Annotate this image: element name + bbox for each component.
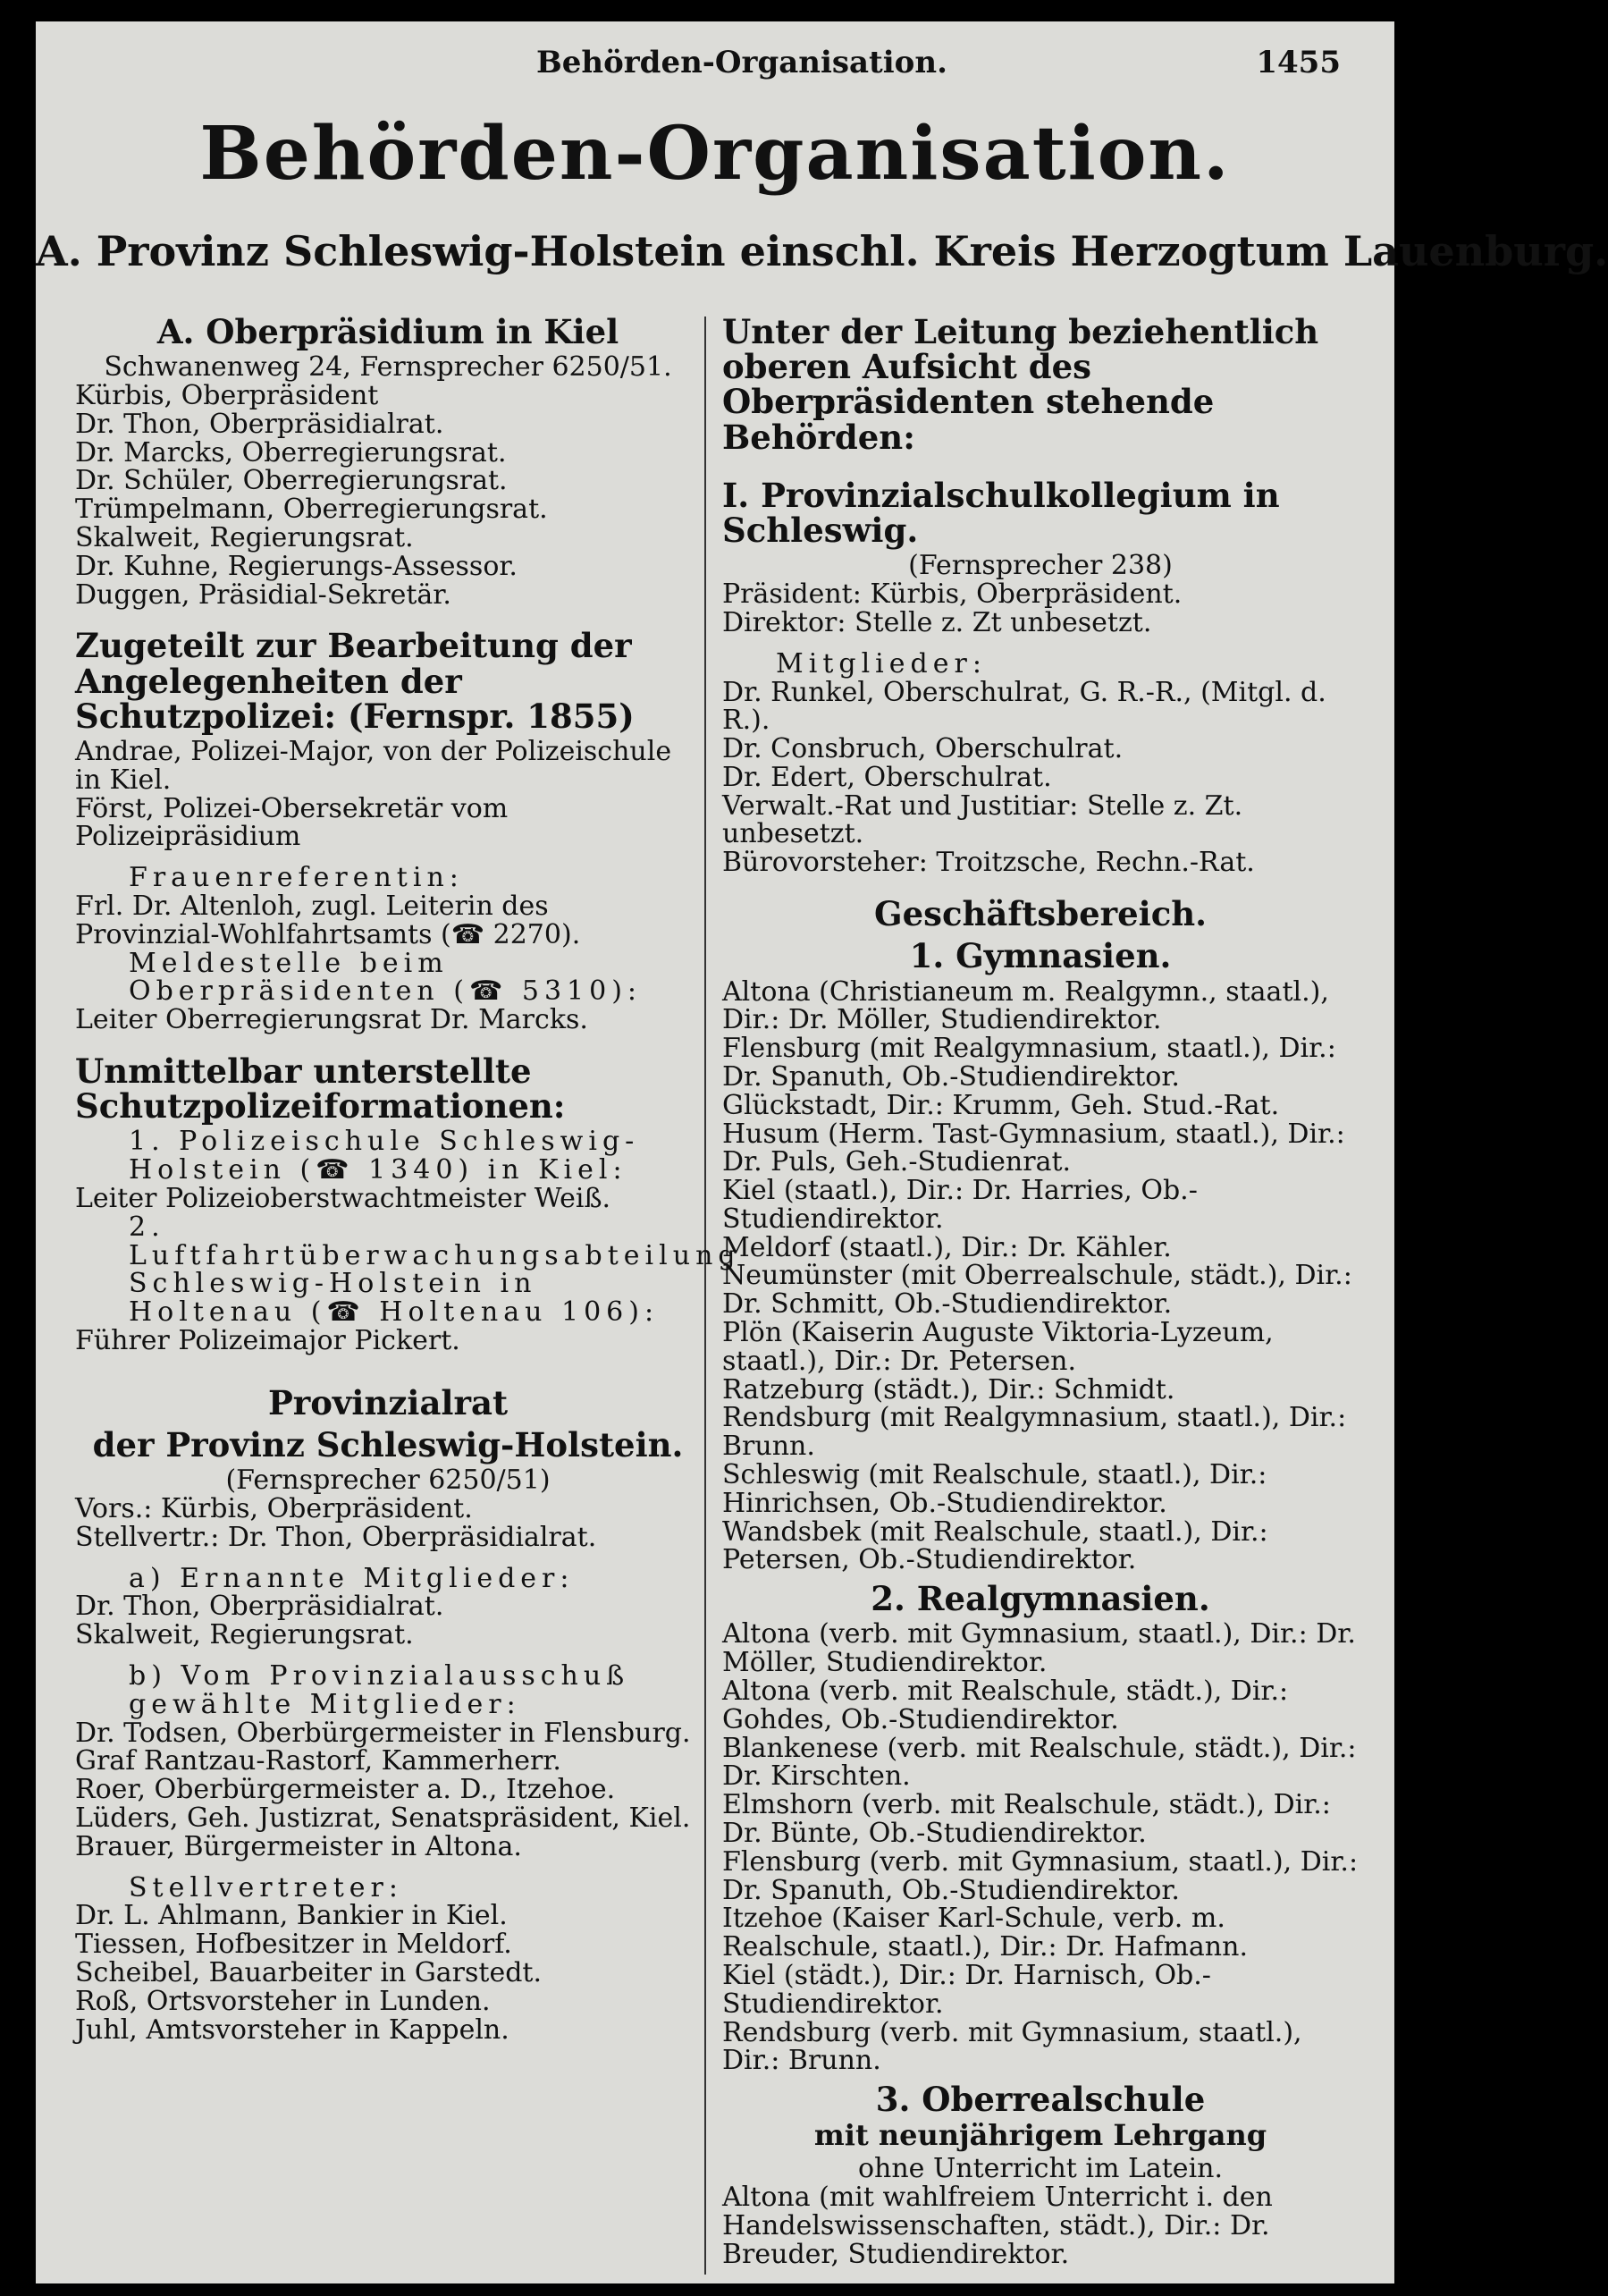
list-item: Kiel (städt.), Dir.: Dr. Harnisch, Ob.-Studiendirektor. [722,1960,1211,2020]
list-item: Präsident: Kürbis, Oberpräsident. [722,578,1183,611]
list-item: Bürovorsteher: Troitzsche, Rechn.-Rat. [722,847,1255,879]
luftfahrt-label: 2. Luftfahrtüberwachungsabteilung Schleswig-Holstein in Holtenau (☎ Holtenau 106): [129,1211,741,1329]
list-item: Flensburg (mit Realgymnasium, staatl.), Dir.: Dr. Spanuth, Ob.-Studiendirektor. [722,1033,1336,1093]
list-item: Schleswig (mit Realschule, staatl.), Dir.: Hinrichsen, Ob.-Studiendirektor. [722,1459,1267,1519]
section-title-oberpraesidium: A. Oberpräsidium in Kiel [156,312,619,351]
mitglieder-label: Mitglieder: [776,647,987,680]
list-item: Direktor: Stelle z. Zt unbesetzt. [722,606,1152,638]
list-item: Dr. Schüler, Oberregierungsrat. [75,465,508,497]
list-item: Glückstadt, Dir.: Krumm, Geh. Stud.-Rat. [722,1089,1280,1121]
section-subtitle-oberrealschule: mit neunjährigem Lehrgang [813,2118,1267,2153]
list-item: Altona (mit wahlfreiem Unterricht i. den Handelswissenschaften, städt.), Dir.: Dr. Breuder, Studiendirektor. [722,2182,1273,2270]
meldestelle-text: Leiter Oberregierungsrat Dr. Marcks. [75,1004,588,1036]
list-item: Meldorf (staatl.), Dir.: Dr. Kähler. [722,1231,1172,1263]
meldestelle-label: Meldestelle beim Oberpräsidenten (☎ 5310): [129,947,643,1008]
schulkollegium-phone: (Fernsprecher 238) [908,550,1173,582]
list-item: Kiel (staatl.), Dir.: Dr. Harries, Ob.-Studiendirektor. [722,1175,1198,1235]
list-item: Dr. Kuhne, Regierungs-Assessor. [75,550,518,582]
section-title-formationen: Unmittelbar unterstellte Schutzpolizeiformationen: [75,1051,566,1127]
list-item: Graf Rantzau-Rastorf, Kammerherr. [75,1745,561,1777]
list-item: Dr. L. Ahlmann, Bankier in Kiel. [75,1900,508,1932]
polizeischule-label: 1. Polizeischule Schleswig-Holstein (☎ 1340) in Kiel: [129,1126,640,1186]
column-divider [704,317,706,2275]
list-item: Skalweit, Regierungsrat. [75,1619,414,1651]
list-item: Trümpelmann, Oberregierungsrat. [75,494,548,526]
list-item: Roß, Ortsvorsteher in Lunden. [75,1985,491,2017]
page-number: 1455 [1256,45,1341,80]
list-item: Roer, Oberbürgermeister a. D., Itzehoe. [75,1774,616,1806]
luftfahrt-text: Führer Polizeimajor Pickert. [75,1325,460,1357]
section-title-oberrealschule: 3. Oberrealschule [875,2080,1206,2120]
list-item: Dr. Thon, Oberpräsidialrat. [75,1591,444,1623]
list-item: Flensburg (verb. mit Gymnasium, staatl.), Dir.: Dr. Spanuth, Ob.-Studiendirektor. [722,1845,1359,1906]
list-item: Andrae, Polizei-Major, von der Polizeischule in Kiel. [75,736,672,796]
frauenreferentin-text: Frl. Dr. Altenloh, zugl. Leiterin des Provinzial-Wohlfahrtsamts (☎ 2270). [75,891,581,950]
document-page [36,21,1608,2283]
list-item: Dr. Runkel, Oberschulrat, G. R.-R., (Mitgl. d. R.). [722,676,1326,737]
list-item: Tiessen, Hofbesitzer in Meldorf. [75,1929,512,1961]
oberrealschule-note: ohne Unterricht im Latein. [857,2153,1224,2185]
list-item: Stellvertr.: Dr. Thon, Oberpräsidialrat. [75,1521,597,1553]
list-item: Wandsbek (mit Realschule, staatl.), Dir.: Petersen, Ob.-Studiendirektor. [722,1515,1268,1576]
list-item: Altona (Christianeum m. Realgymn., staatl.), Dir.: Dr. Möller, Studiendirektor. [722,975,1329,1036]
list-item: Vors.: Kürbis, Oberpräsident. [75,1493,473,1525]
running-head [36,34,1394,88]
list-item: Dr. Edert, Oberschulrat. [722,761,1052,793]
list-item: Altona (verb. mit Realschule, städt.), Dir.: Gohdes, Ob.-Studiendirektor. [722,1676,1289,1735]
list-item: Rendsburg (verb. mit Gymnasium, staatl.), Dir.: Brunn. [722,2016,1302,2077]
list-item: Juhl, Amtsvorsteher in Kappeln. [75,2013,509,2046]
gewaehlte-label: b) Vom Provinzialausschuß gewählte Mitglieder: [129,1660,630,1720]
list-item: Dr. Thon, Oberpräsidialrat. [75,408,444,440]
list-item: Blankenese (verb. mit Realschule, städt.), Dir.: Dr. Kirschten. [722,1732,1357,1793]
list-item: Brauer, Bürgermeister in Altona. [75,1830,522,1862]
list-item: Neumünster (mit Oberrealschule, städt.), Dir.: Dr. Schmitt, Ob.-Studiendirektor. [722,1260,1352,1321]
section-title-provinzialrat: Provinzialrat [267,1382,509,1422]
list-item: Plön (Kaiserin Auguste Viktoria-Lyzeum, staatl.), Dir.: Dr. Petersen. [722,1317,1274,1377]
section-title-realgymnasien: 2. Realgymnasien. [871,1579,1210,1619]
list-item: Dr. Consbruch, Oberschulrat. [722,733,1124,765]
list-item: Skalweit, Regierungsrat. [75,522,414,553]
page-title: Behörden-Organisation. [199,111,1231,197]
frauenreferentin-label: Frauenreferentin: [129,862,464,894]
list-item: Husum (Herm. Tast-Gymnasium, staatl.), Dir.: Dr. Puls, Geh.-Studienrat. [722,1118,1345,1178]
list-item: Dr. Marcks, Oberregierungsrat. [75,436,507,468]
left-column [75,308,741,2046]
list-item: Lüders, Geh. Justizrat, Senatspräsident, Kiel. [75,1802,691,1835]
section-subtitle-provinzialrat: der Provinz Schleswig-Holstein. [92,1425,684,1465]
list-item: Altona (verb. mit Gymnasium, staatl.), Dir.: Dr. Möller, Studiendirektor. [722,1618,1356,1679]
oberpraesidium-staff-list [75,382,701,609]
intro-heading: Unter der Leitung beziehentlich oberen Aufsicht des Oberpräsidenten stehende Behörden: [722,312,1319,457]
list-item: Ratzeburg (städt.), Dir.: Schmidt. [722,1373,1175,1405]
running-head-title: Behörden-Organisation. [536,45,947,80]
provinzialrat-phone: (Fernsprecher 6250/51) [225,1465,551,1497]
page-subtitle: A. Provinz Schleswig-Holstein einschl. Kreis Herzogtum Lauenburg. [36,227,1608,275]
right-column [722,308,1359,2269]
list-item: Duggen, Präsidial-Sekretär. [75,578,451,611]
section-title-geschaeftsbereich: Geschäftsbereich. [873,894,1208,934]
address: Schwanenweg 24, Fernsprecher 6250/51. [104,351,672,384]
section-title-schulkollegium: I. Provinzialschulkollegium in Schleswig. [722,475,1280,551]
list-item: Itzehoe (Kaiser Karl-Schule, verb. m. Realschule, staatl.), Dir.: Dr. Hafmann. [722,1903,1248,1963]
list-item: Scheibel, Bauarbeiter in Garstedt. [75,1957,543,1989]
section-title-gymnasien: 1. Gymnasien. [909,936,1172,976]
list-item: Elmshorn (verb. mit Realschule, städt.), Dir.: Dr. Bünte, Ob.-Studiendirektor. [722,1789,1331,1850]
ernannte-label: a) Ernannte Mitglieder: [129,1562,575,1594]
polizeischule-text: Leiter Polizeioberstwachtmeister Weiß. [75,1183,611,1215]
stellvertreter-label: Stellvertreter: [129,1871,404,1903]
list-item: Dr. Todsen, Oberbürgermeister in Flensburg. [75,1717,691,1749]
list-item: Först, Polizei-Obersekretär vom Polizeipräsidium [75,792,509,853]
list-item: Kürbis, Oberpräsident [75,380,379,412]
section-title-schutzpolizei: Zugeteilt zur Bearbeitung der Angelegenheiten der Schutzpolizei: (Fernspr. 1855) [75,626,635,736]
list-item: Verwalt.-Rat und Justitiar: Stelle z. Zt. unbesetzt. [722,789,1243,850]
list-item: Rendsburg (mit Realgymnasium, staatl.), Dir.: Brunn. [722,1402,1347,1463]
